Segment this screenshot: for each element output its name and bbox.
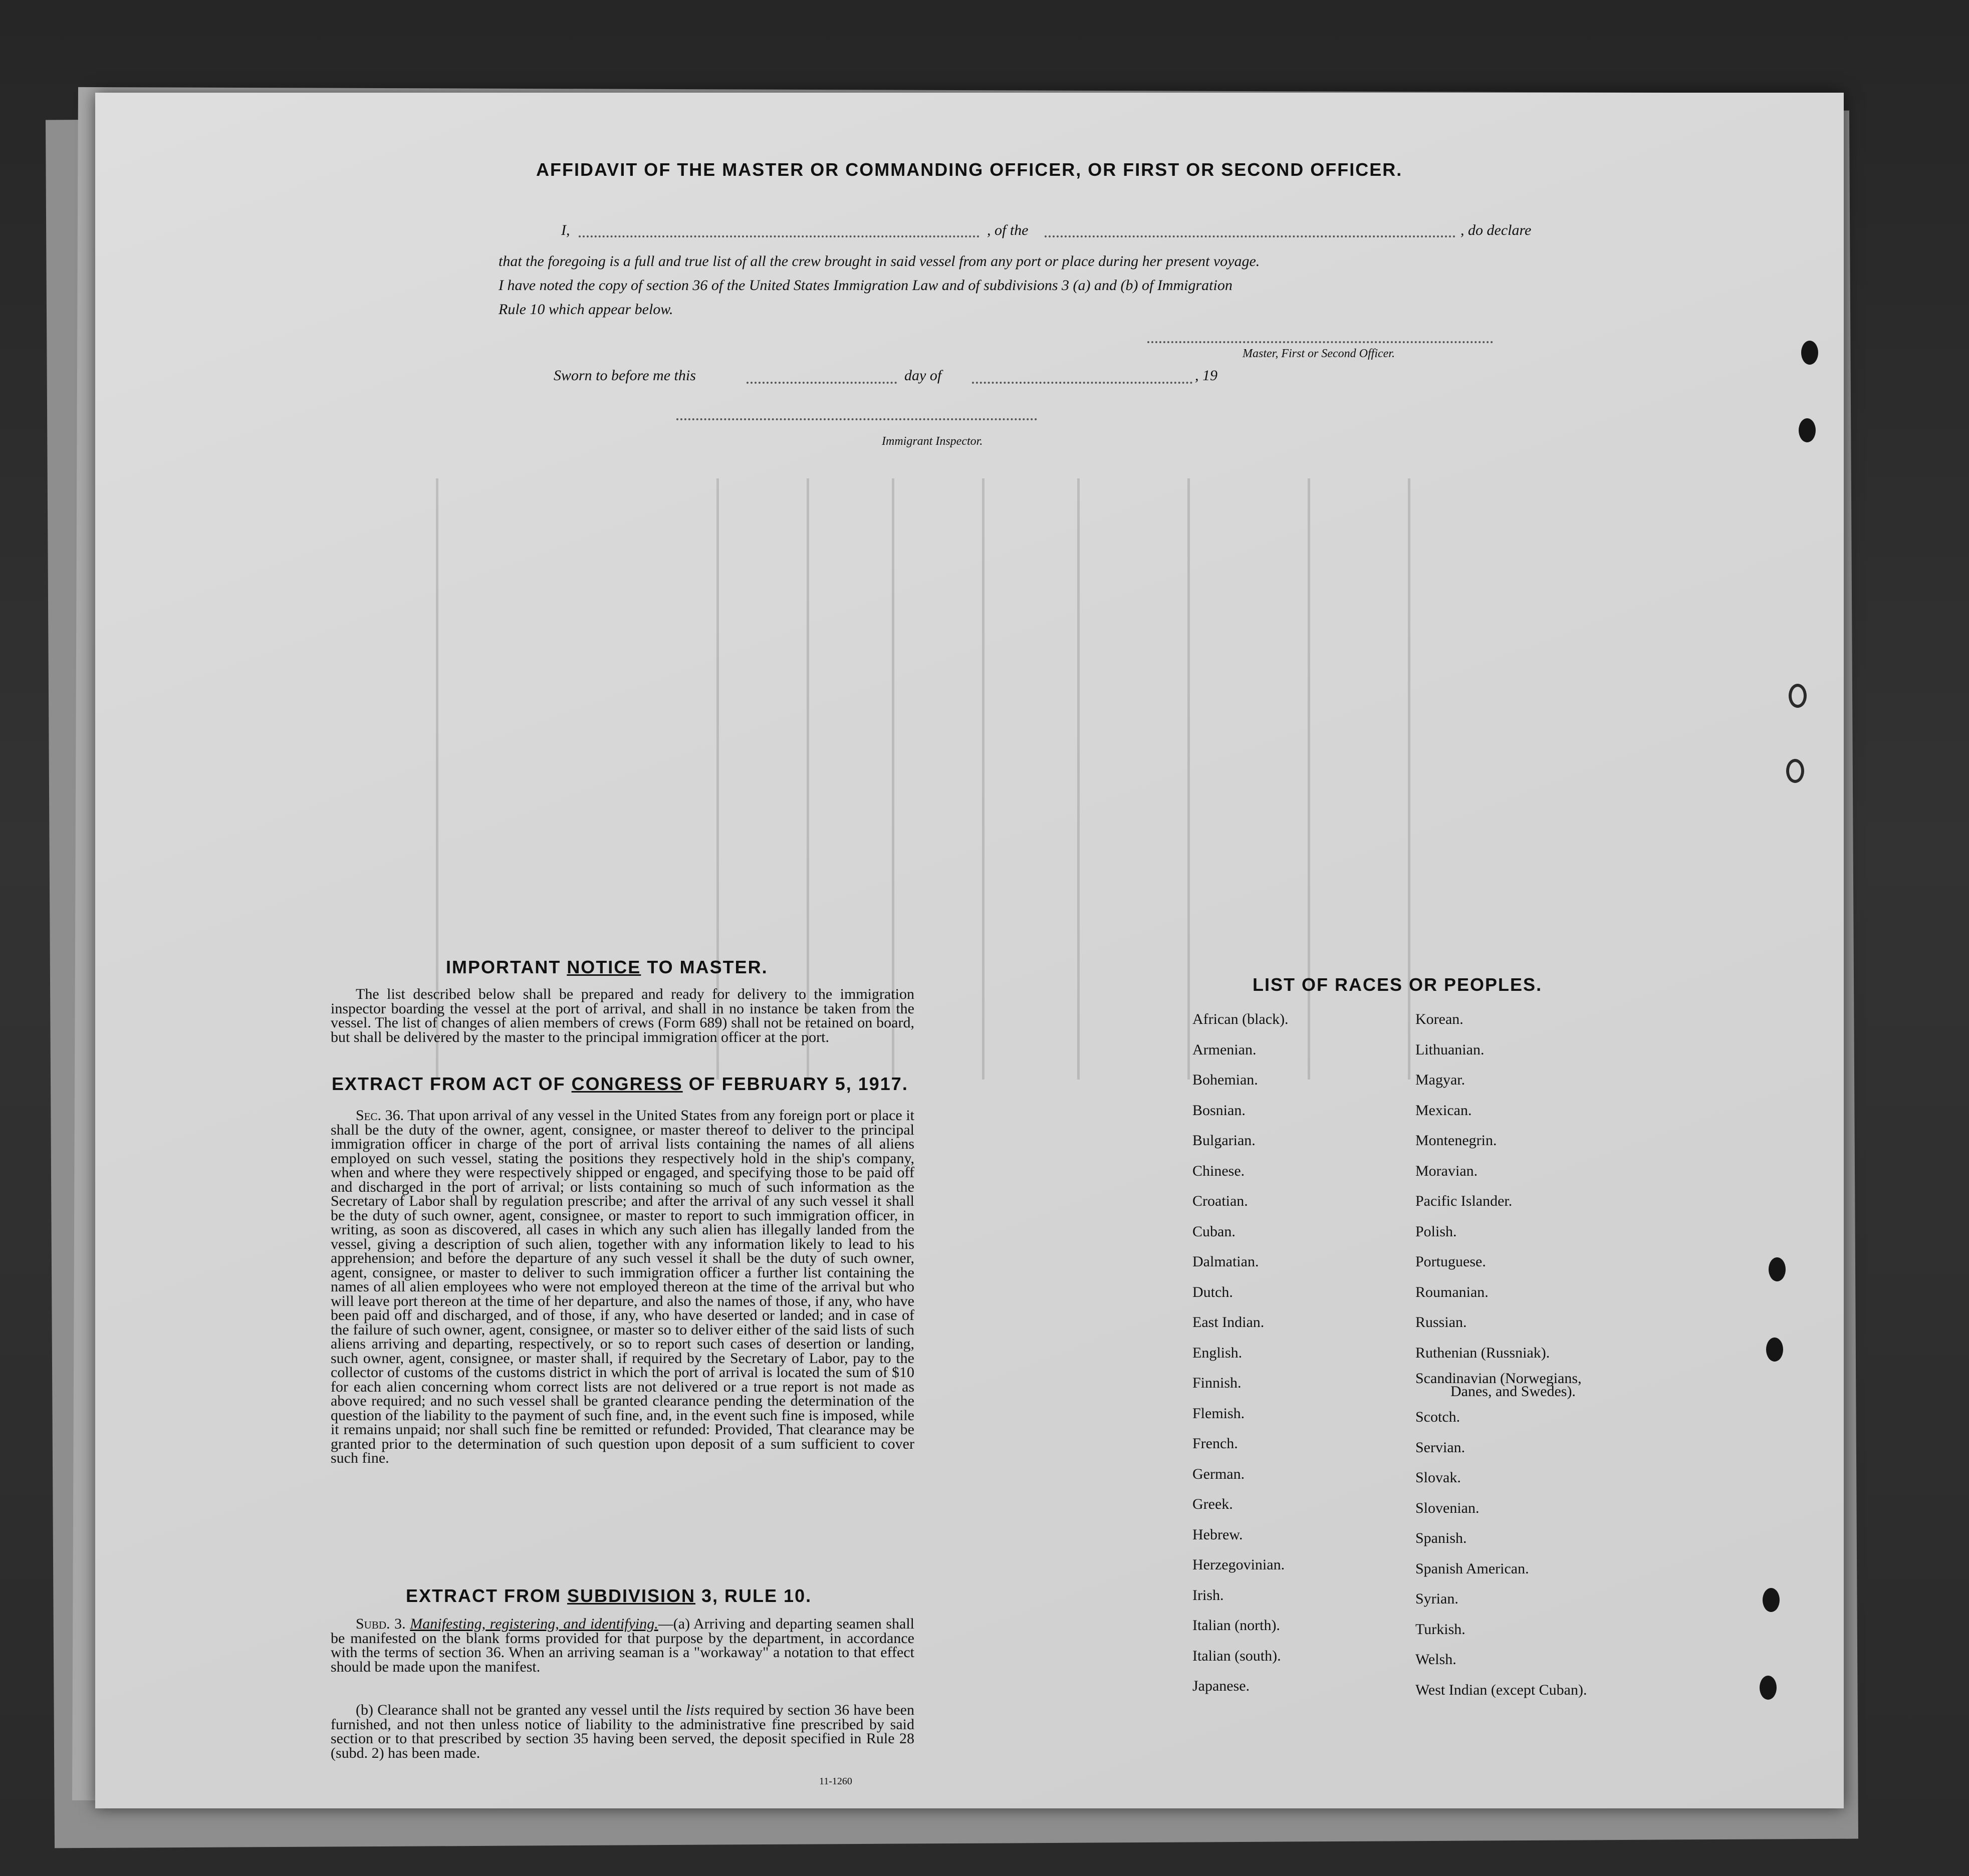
race-item: East Indian. (1192, 1314, 1265, 1330)
notice-title-part: IMPORTANT (446, 957, 567, 977)
notice-text: The list described below shall be prepared and ready for delivery to the immigration inspector boarding the vessel at the port of arrival, and shall in no instance be taken from the vessel. The list of changes of alien members of crews (Form 689) shall not be retained on board, but shall be delivered by the master to the principal immigration officer at the port. (331, 986, 914, 1045)
subdivision-heading: Manifesting, registering, and identifying. (410, 1616, 658, 1632)
race-item: Welsh. (1415, 1651, 1456, 1668)
notice-title-underlined: NOTICE (567, 957, 641, 977)
race-item: Cuban. (1192, 1223, 1236, 1240)
master-signature-label: Master, First or Second Officer. (1243, 347, 1395, 360)
master-signature-blank (1147, 341, 1493, 343)
race-item: Portuguese. (1415, 1253, 1486, 1270)
race-item: Pacific Islander. (1415, 1193, 1513, 1209)
affidavit-title: AFFIDAVIT OF THE MASTER OR COMMANDING OFFICER, OR FIRST OR SECOND OFFICER. (536, 159, 1403, 180)
act-title (332, 1074, 908, 1095)
act-section-text (331, 1109, 914, 1466)
notice-title (446, 957, 768, 978)
race-item: Bosnian. (1192, 1102, 1246, 1119)
act-title-underlined: CONGRESS (571, 1074, 683, 1094)
rule-title-part: EXTRACT FROM (406, 1585, 567, 1606)
month-blank (972, 382, 1192, 384)
punch-hole (1799, 418, 1816, 442)
race-item: Roumanian. (1415, 1283, 1489, 1300)
race-item: Irish. (1192, 1586, 1224, 1603)
subdivision-b-prefix: (b) Clearance shall not be granted any vessel until the (356, 1702, 686, 1718)
name-blank (579, 235, 979, 237)
rule-subdivision-a (331, 1617, 914, 1674)
punch-hole (1786, 759, 1804, 783)
punch-hole (1801, 341, 1818, 365)
race-item: Dalmatian. (1192, 1253, 1259, 1270)
act-title-part: EXTRACT FROM ACT OF (332, 1074, 572, 1094)
section-body: That upon arrival of any vessel in the United States from any foreign port or place it shall be the duty of the owner, agent, consignee, or master thereof to deliver to the principal immigration officer in charge of the port of arrival lists containing the names of all aliens employed on such vessel, stating the positions they respectively hold in the ship's company, when and where they were respectively shipped or engaged, and specifying those to be paid off and discharged in the port of arrival; or lists containing so much of such information as the Secretary of Labor shall by regulation prescribe; and after the arrival of any such vessel it shall be the duty of such owner, agent, consignee, or master to report to such immigration officer, in writing, as soon as discovered, all cases in which any such alien has illegally landed from the vessel, giving a description of such alien, together with any information likely to lead to his apprehension; and before the departure of any such vessel it shall be the duty of such owner, agent, consignee, or master to deliver to such immigration officer a further list containing the names of all alien employees who were not employed thereon at the time of the arrival but who will leave port thereon at the time of her departure, and also the names of those, if any, who have been paid off and discharged, and of those, if any, who have deserted or landed; and in case of the failure of such owner, agent, consignee, or master so to deliver either of the said lists of such aliens arriving and departing, respectively, or so to report such cases of desertion or landing, such owner, agent, consignee, or master shall, if required by the Secretary of Labor, pay to the collector of customs of the customs district in which the port of arrival is located the sum of $10 for each alien concerning whom correct lists are not delivered or a true report is not made as above required; and no such vessel shall be granted clearance pending the determination of the question of the liability to the payment of such fine, and, in the event such fine is imposed, while it remains unpaid; nor shall such fine be remitted or refunded: Provided, That clearance may be granted prior to the determination of such question upon deposit of a sum sufficient to cover such fine. (331, 1107, 914, 1466)
race-item: Dutch. (1192, 1283, 1233, 1300)
race-item: Slovenian. (1415, 1499, 1480, 1516)
sworn-year-label: , 19 (1195, 367, 1217, 384)
inspector-signature-label: Immigrant Inspector. (882, 435, 983, 448)
affidavit-declare: , do declare (1460, 222, 1532, 238)
race-item: Russian. (1415, 1314, 1467, 1330)
race-item: Magyar. (1415, 1071, 1465, 1088)
race-item: Italian (south). (1192, 1647, 1281, 1664)
rule-title-part: 3, RULE 10. (695, 1585, 812, 1606)
race-item: Servian. (1415, 1439, 1465, 1456)
race-item: Chinese. (1192, 1162, 1245, 1179)
race-item: Finnish. (1192, 1375, 1242, 1391)
notice-title-part: TO MASTER. (641, 957, 768, 977)
race-item: Flemish. (1192, 1405, 1245, 1422)
races-title: LIST OF RACES OR PEOPLES. (1253, 974, 1543, 995)
document-page (95, 93, 1844, 1808)
race-item: African (black). (1192, 1011, 1289, 1027)
race-item: Lithuanian. (1415, 1041, 1485, 1058)
subdivision-a-body: —(a) Arriving and departing seamen shall be manifested on the blank forms provided for that purpose by the department, in accordance with the terms of section 36. When an arriving seaman is a "workaway" a notation to that effect should be made upon the manifest. (331, 1616, 914, 1675)
sworn-label: Sworn to before me this (554, 367, 696, 384)
punch-hole (1766, 1337, 1783, 1362)
race-item: Spanish. (1415, 1530, 1467, 1546)
race-item: Slovak. (1415, 1469, 1461, 1486)
form-code: 11-1260 (819, 1776, 852, 1787)
vessel-blank (1045, 235, 1455, 237)
day-blank (747, 382, 897, 384)
race-item: Italian (north). (1192, 1617, 1280, 1634)
race-item: Mexican. (1415, 1102, 1472, 1119)
race-item: Montenegrin. (1415, 1132, 1497, 1149)
race-item: West Indian (except Cuban). (1415, 1681, 1587, 1698)
race-item: Turkish. (1415, 1621, 1465, 1638)
bleed-through-line (1187, 478, 1190, 1080)
race-item: Moravian. (1415, 1162, 1478, 1179)
rule-subdivision-b (331, 1703, 914, 1760)
subdivision-b-body: required by section 36 have been furnished, and not then unless notice of liability to the administrative fine prescribed by said section or to that prescribed by section 35 having been served, the deposit specified in Rule 28 (subd. 2) has been made. (331, 1702, 914, 1761)
sworn-day-label: day of (904, 367, 942, 384)
rule-title-underlined: SUBDIVISION (567, 1585, 696, 1606)
race-item: Ruthenian (Russniak). (1415, 1344, 1550, 1361)
punch-hole (1760, 1676, 1777, 1700)
bleed-through-line (982, 478, 984, 1080)
affidavit-statement: that the foregoing is a full and true list of all the crew brought in said vessel from any port or place during her present voyage. (499, 253, 1260, 270)
punch-hole (1763, 1588, 1780, 1612)
race-item: Korean. (1415, 1011, 1463, 1027)
race-item: Syrian. (1415, 1590, 1458, 1607)
race-item: Bulgarian. (1192, 1132, 1256, 1149)
race-item: German. (1192, 1465, 1245, 1482)
race-item: French. (1192, 1435, 1238, 1452)
race-item: Greek. (1192, 1496, 1233, 1512)
race-item: Danes, and Swedes). (1450, 1383, 1576, 1400)
race-item: Spanish American. (1415, 1560, 1529, 1577)
race-item: Bohemian. (1192, 1071, 1258, 1088)
race-item: Japanese. (1192, 1678, 1250, 1694)
bleed-through-line (1077, 478, 1080, 1080)
race-item: English. (1192, 1344, 1243, 1361)
affidavit-rule: Rule 10 which appear below. (499, 301, 673, 318)
section-label: Sec. 36. (356, 1107, 404, 1124)
punch-hole (1789, 684, 1807, 708)
affidavit-notice: I have noted the copy of section 36 of the United States Immigration Law and of subdivisions 3 (a) and (b) of Immigration (499, 277, 1233, 294)
subdivision-b-lists: lists (685, 1702, 710, 1718)
inspector-signature-blank (676, 418, 1037, 420)
race-item: Polish. (1415, 1223, 1457, 1240)
race-item: Croatian. (1192, 1193, 1248, 1209)
race-item: Armenian. (1192, 1041, 1257, 1058)
punch-hole (1769, 1257, 1786, 1281)
races-right-column (1415, 1004, 1587, 1705)
race-item: Scandinavian (Norwegians, (1415, 1370, 1582, 1387)
rule-title (406, 1585, 812, 1606)
races-left-column (1192, 1004, 1289, 1702)
race-item: Hebrew. (1192, 1526, 1243, 1543)
act-title-part: OF FEBRUARY 5, 1917. (682, 1074, 908, 1094)
affidavit-i: I, (561, 222, 570, 238)
subdivision-label: Subd. 3. (356, 1616, 406, 1632)
race-item: Herzegovinian. (1192, 1556, 1285, 1573)
affidavit-of-the: , of the (987, 222, 1029, 238)
race-item: Scotch. (1415, 1409, 1460, 1425)
